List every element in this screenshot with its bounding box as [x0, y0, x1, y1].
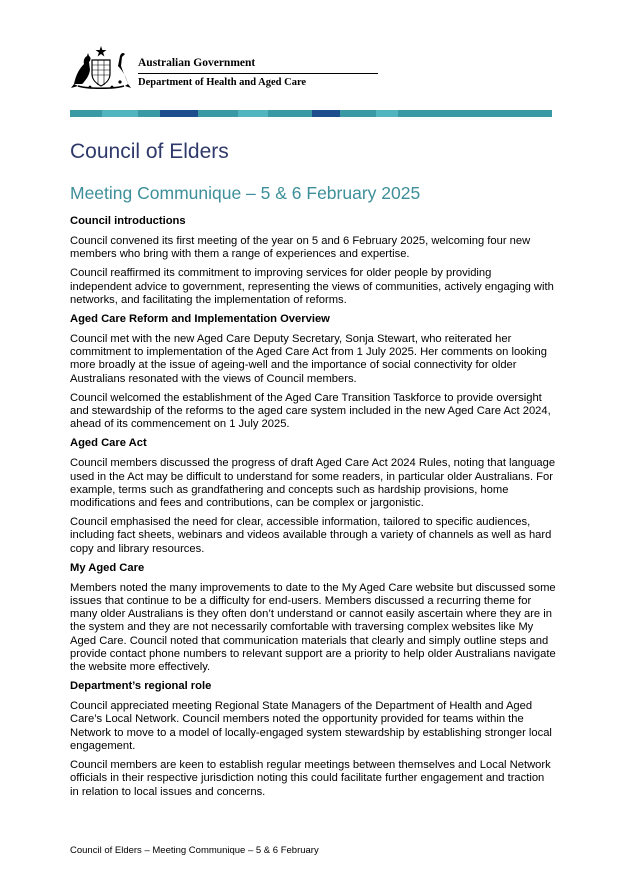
section-heading: Aged Care Reform and Implementation Overview: [70, 313, 330, 326]
header-divider: [138, 73, 378, 74]
color-band-segment: [198, 110, 238, 117]
department-name: Department of Health and Aged Care: [138, 77, 307, 88]
section-heading: Council introductions: [70, 215, 186, 227]
color-band-segment: [268, 110, 312, 117]
color-band-segment: [160, 110, 198, 117]
government-name: Australian Government: [138, 57, 256, 69]
section-paragraph: Council members are keen to establish regular meetings between themselves and Local Network officials in their respective jurisdiction noting this could facilitate further engagement and traction in relation to local issues and concerns.: [70, 759, 551, 798]
section-paragraph: Members noted the many improvements to date to the My Aged Care website but discussed some issues that continue to be a difficulty for end-users. Members discussed a recurring theme for many older Australians is they often don’t understand or cannot easily ascertain where they are in the system and they are not necessarily comfortable with traversing complex websites like My Aged Care. Council noted that communication materials that clearly and simply outline steps and provide contact phone numbers to relevant support are a priority to help older Australians navigate the website more effectively.: [70, 581, 556, 674]
page-subtitle: Meeting Communique – 5 & 6 February 2025: [70, 183, 421, 203]
color-band-segment: [138, 110, 160, 117]
document-body: [70, 215, 556, 805]
section-paragraph: Council convened its first meeting of the year on 5 and 6 February 2025, welcoming four new members who bring with them a range of experiences and expertise.: [70, 235, 531, 261]
section-heading: Department’s regional role: [70, 680, 212, 693]
section-paragraph: Council welcomed the establishment of the Aged Care Transition Taskforce to provide oversight and stewardship of the reforms to the aged care system included in the new Aged Care Act 2024, ahead of its commencement on 1 July 2025.: [70, 391, 551, 431]
color-band-segment: [376, 110, 398, 117]
decorative-color-band: [70, 110, 552, 117]
coat-of-arms-icon: [70, 44, 132, 90]
page-footer: Council of Elders – Meeting Communique – 5 & 6 February: [70, 845, 319, 856]
color-band-segment: [238, 110, 268, 117]
page-title: Council of Elders: [70, 140, 229, 163]
section-paragraph: Council reaffirmed its commitment to improving services for older people by providing independent advice to government, representing the views of communities, actively engaging with networks, and facilitating the implementation of reforms.: [70, 267, 554, 306]
section-paragraph: Council met with the new Aged Care Deputy Secretary, Sonja Stewart, who reiterated her commitment to implementation of the Aged Care Act from 1 July 2025. Her comments on looking more broadly at the issue of ageing-well and the importance of social connectivity for older Australians resonated with the views of Council members.: [70, 333, 547, 385]
section-heading: Aged Care Act: [70, 437, 147, 450]
color-band-segment: [398, 110, 552, 117]
color-band-segment: [312, 110, 340, 117]
color-band-segment: [340, 110, 376, 117]
section-heading: My Aged Care: [70, 561, 145, 574]
section-paragraph: Council emphasised the need for clear, accessible information, tailored to specific audiences, including fact sheets, webinars and videos available through a variety of channels as well as hard copy and library resources.: [70, 516, 552, 555]
section-paragraph: Council members discussed the progress of draft Aged Care Act 2024 Rules, noting that language used in the Act may be difficult to understand for some readers, in particular older Australians. For example, terms such as grandfathering and concepts such as hardship provisions, home modifications and fees and contributions, can be complex or jargonistic.: [70, 457, 556, 510]
color-band-segment: [70, 110, 102, 117]
color-band-segment: [102, 110, 138, 117]
page-header: [70, 44, 550, 94]
section-paragraph: Council appreciated meeting Regional State Managers of the Department of Health and Aged Care’s Local Network. Council members noted the opportunity provided for teams within the Network to move to a model of locally-engaged system stewardship by establishing stronger local engagement.: [70, 700, 552, 752]
